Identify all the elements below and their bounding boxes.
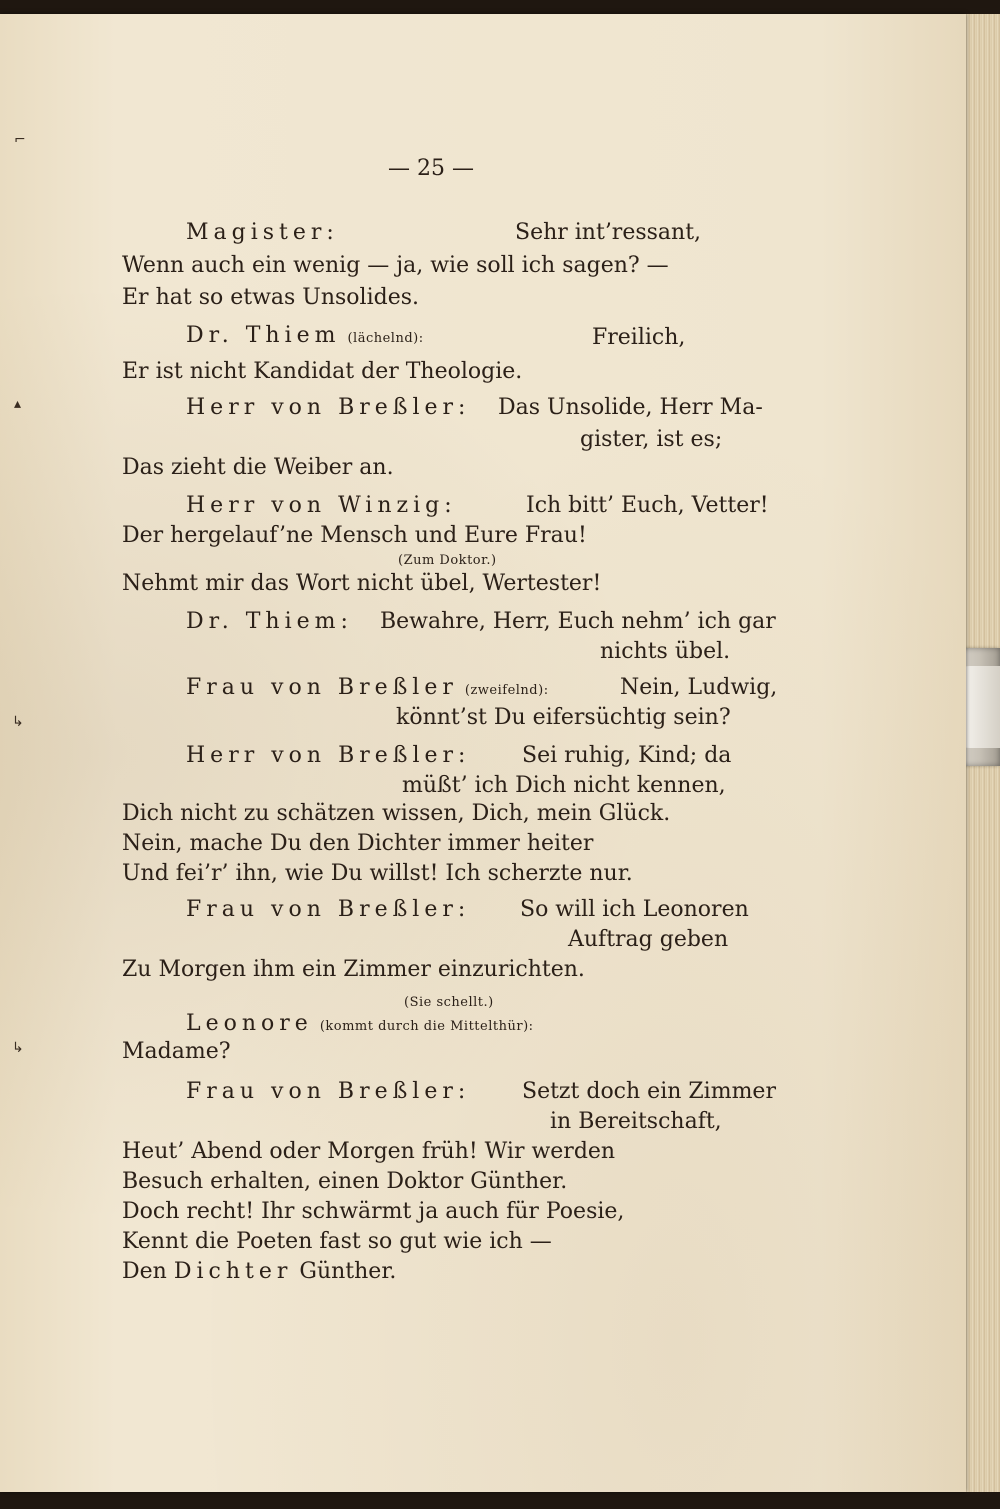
stage-direction: (kommt durch die Mittelthür): xyxy=(319,1019,534,1034)
stage-direction: (lächelnd): xyxy=(347,331,424,346)
stage-direction: (zweifelnd): xyxy=(464,683,549,698)
verse-line: Sehr int’ressant, xyxy=(515,220,702,245)
speaker-name: Herr von Breßler: xyxy=(186,743,471,768)
verse-line: Auftrag geben xyxy=(568,927,729,952)
speaker-line xyxy=(186,674,549,705)
verse-line: Kennt die Poeten fast so gut wie ich — xyxy=(122,1229,552,1254)
verse-line: Zu Morgen ihm ein Zimmer einzurichten. xyxy=(122,957,585,982)
verse-line: Nehmt mir das Wort nicht übel, Wertester! xyxy=(122,571,602,596)
speaker-line xyxy=(186,1078,470,1106)
speaker-name: Frau von Breßler xyxy=(186,675,458,700)
verse-line: müßt’ ich Dich nicht kennen, xyxy=(402,773,726,798)
verse-line: Ich bitt’ Euch, Vetter! xyxy=(526,493,769,518)
speaker-line xyxy=(186,394,470,422)
verse-line: Bewahre, Herr, Euch nehm’ ich gar xyxy=(380,609,776,634)
speaker-line xyxy=(186,219,339,247)
verse-line: Das zieht die Weiber an. xyxy=(122,455,394,480)
speaker-line xyxy=(186,896,470,924)
speaker-name: Dr. Thiem xyxy=(186,323,341,348)
verse-line: könnt’st Du eifersüchtig sein? xyxy=(396,705,731,730)
speaker-name: Leonore xyxy=(186,1011,313,1036)
verse-line: Und fei’r’ ihn, wie Du willst! Ich scherzte nur. xyxy=(122,861,633,886)
verse-line: Setzt doch ein Zimmer xyxy=(522,1079,776,1104)
speaker-name: Frau von Breßler: xyxy=(186,1079,471,1104)
verse-text: Den xyxy=(122,1259,167,1284)
book-page xyxy=(0,14,966,1492)
verse-line: Das Unsolide, Herr Ma- xyxy=(498,395,763,420)
verse-line: in Bereitschaft, xyxy=(550,1109,722,1134)
speaker-name: Magister: xyxy=(186,220,339,245)
page-text xyxy=(0,14,966,1492)
verse-line: Sei ruhig, Kind; da xyxy=(522,743,732,768)
verse-line: Der hergelauf’ne Mensch und Eure Frau! xyxy=(122,523,587,548)
margin-mark: ↳ xyxy=(12,1040,24,1056)
verse-line: Besuch erhalten, einen Doktor Günther. xyxy=(122,1169,568,1194)
verse-line: gister, ist es; xyxy=(580,427,723,452)
verse-line: Doch recht! Ihr schwärmt ja auch für Poesie, xyxy=(122,1199,625,1224)
verse-line: Dich nicht zu schätzen wissen, Dich, mein Glück. xyxy=(122,801,671,826)
verse-line: Nein, mache Du den Dichter immer heiter xyxy=(122,831,594,856)
emphasized-name: Dichter xyxy=(173,1259,293,1284)
verse-line: Wenn auch ein wenig — ja, wie soll ich sagen? — xyxy=(122,253,669,278)
margin-mark: ⌐ xyxy=(14,132,26,148)
speaker-line xyxy=(186,1010,534,1041)
speaker-line xyxy=(186,608,353,636)
speaker-line xyxy=(186,492,457,520)
speaker-name: Herr von Winzig: xyxy=(186,493,457,518)
speaker-name: Herr von Breßler: xyxy=(186,395,471,420)
stage-direction: (Zum Doktor.) xyxy=(398,553,497,568)
verse-line: Freilich, xyxy=(592,325,686,350)
margin-mark: ↳ xyxy=(12,714,24,730)
stage-direction: (Sie schellt.) xyxy=(404,995,494,1010)
speaker-line xyxy=(186,742,470,770)
verse-line: Er hat so etwas Unsolides. xyxy=(122,285,420,310)
verse-line: Heut’ Abend oder Morgen früh! Wir werden xyxy=(122,1139,616,1164)
verse-line: Nein, Ludwig, xyxy=(620,675,778,700)
verse-line: Er ist nicht Kandidat der Theologie. xyxy=(122,359,523,384)
verse-text: Günther. xyxy=(299,1259,397,1284)
margin-mark: ▴ xyxy=(14,396,22,412)
verse-line: nichts übel. xyxy=(600,639,731,664)
speaker-line xyxy=(186,322,424,353)
speaker-name: Frau von Breßler: xyxy=(186,897,471,922)
speaker-name: Dr. Thiem: xyxy=(186,609,353,634)
verse-line xyxy=(122,1258,396,1286)
verse-line: So will ich Leonoren xyxy=(520,897,749,922)
page-number: — 25 — xyxy=(388,156,474,181)
verse-line: Madame? xyxy=(122,1039,231,1064)
